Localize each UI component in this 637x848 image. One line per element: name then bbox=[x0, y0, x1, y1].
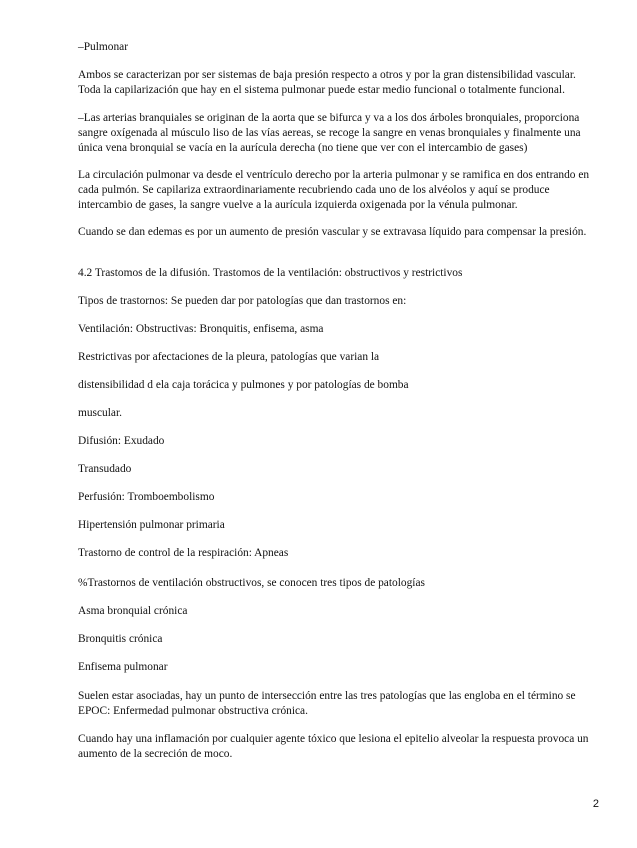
text-trastornos-obstructivos: %Trastornos de ventilación obstructivos, se conocen tres tipos de patologías bbox=[78, 577, 425, 589]
text-distensibilidad: distensibilidad d ela caja torácica y pulmones y por patologías de bomba bbox=[78, 379, 409, 391]
paragraph-circulacion-pulmonar: La circulación pulmonar va desde el ventrículo derecho por la arteria pulmonar y se ramifica en dos entrando en cada pulmón. Se capilariza extraordinariamente recubriendo cada uno de los alvéolos y aquí se produce intercambio de gases, la sangre vuelve a la aurícula izquierda oxigenada por la vénula pulmonar. bbox=[78, 169, 590, 211]
text-difusion: Difusión: Exudado bbox=[78, 435, 165, 447]
list-item-asma: Asma bronquial crónica bbox=[78, 605, 188, 617]
text-muscular: muscular. bbox=[78, 407, 122, 419]
page-number: 2 bbox=[592, 798, 599, 810]
text-hipertension: Hipertensión pulmonar primaria bbox=[78, 519, 225, 531]
text-perfusion: Perfusión: Tromboembolismo bbox=[78, 491, 215, 503]
paragraph-epoc: Suelen estar asociadas, hay un punto de intersección entre las tres patologías que las engloba en el término se EPOC: Enfermedad pulmonar obstructiva crónica. bbox=[78, 690, 576, 717]
paragraph-edemas: Cuando se dan edemas es por un aumento de presión vascular y se extravasa líquido para compensar la presión. bbox=[78, 226, 587, 238]
text-tipos-trastornos: Tipos de trastornos: Se pueden dar por patologías que dan trastornos en: bbox=[78, 295, 407, 307]
list-item-bronquitis: Bronquitis crónica bbox=[78, 633, 163, 645]
list-item-enfisema: Enfisema pulmonar bbox=[78, 661, 168, 673]
heading-pulmonar: –Pulmonar bbox=[78, 41, 128, 53]
text-restrictivas: Restrictivas por afectaciones de la pleura, patologías que varian la bbox=[78, 351, 380, 363]
text-transudado: Transudado bbox=[78, 463, 132, 475]
text-control-respiracion: Trastorno de control de la respiración: Apneas bbox=[78, 547, 289, 559]
paragraph-inflamacion: Cuando hay una inflamación por cualquier agente tóxico que lesiona el epitelio alveolar la respuesta provoca un aumento de la secreción de moco. bbox=[78, 733, 589, 760]
section-heading-trastornos: 4.2 Trastomos de la difusión. Trastomos de la ventilación: obstructivos y restrictivos bbox=[78, 267, 463, 279]
paragraph-baja-presion: Ambos se caracterizan por ser sistemas de baja presión respecto a otros y por la gran distensibilidad vascular. Toda la capilarización que hay en el sistema pulmonar puede estar medio funcional o totalmente funcional. bbox=[78, 69, 576, 96]
paragraph-arterias-branquiales: –Las arterias branquiales se originan de la aorta que se bifurca y va a los dos árboles bronquiales, proporciona sangre oxígenada al músculo liso de las vías aereas, se recoge la sangre en venas bronquiales y finalmente una única vena bronquial se vacía en la aurícula derecha (no tiene que ver con el intercambio de gases) bbox=[78, 112, 581, 154]
text-ventilacion: Ventilación: Obstructivas: Bronquitis, enfisema, asma bbox=[78, 323, 324, 335]
